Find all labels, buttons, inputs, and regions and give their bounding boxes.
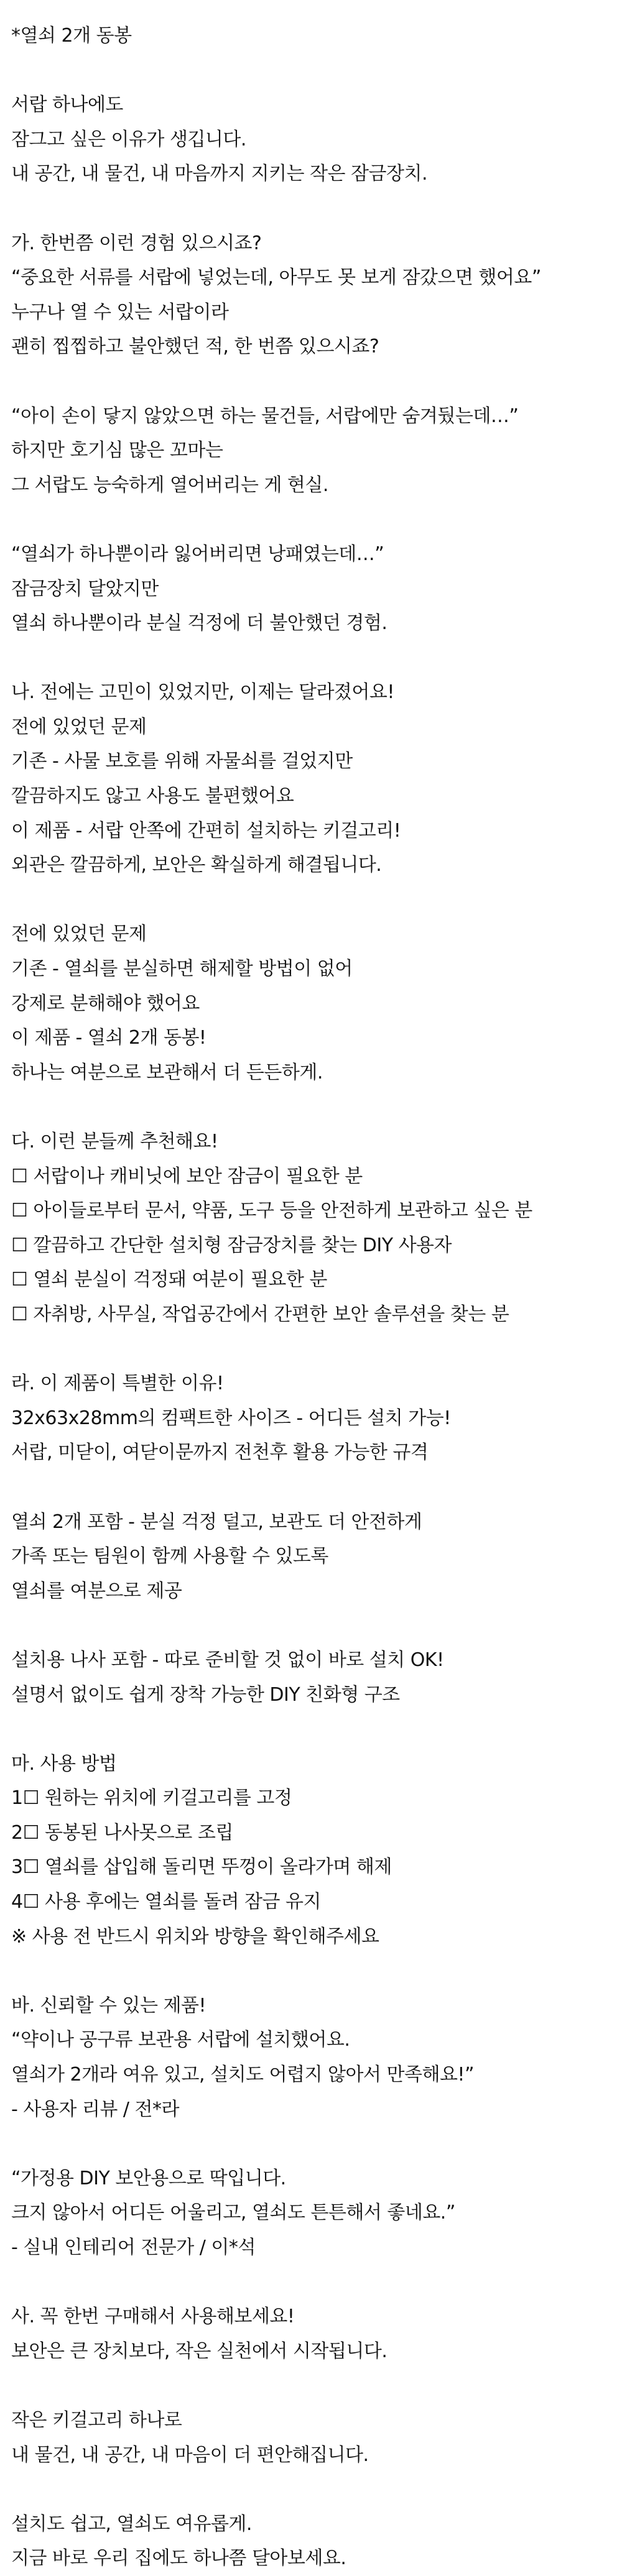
- text-line: ☐ 서랍이나 캐비닛에 보안 잠금이 필요한 분: [11, 1165, 363, 1187]
- text-line: “약이나 공구류 보관용 서랍에 설치했어요.: [11, 2029, 350, 2051]
- text-line: 1☐ 원하는 위치에 키걸고리를 고정: [11, 1787, 292, 1810]
- text-line: 그 서랍도 능숙하게 열어버리는 게 현실.: [11, 474, 328, 496]
- blank-line: [11, 1090, 608, 1125]
- blank-line: [11, 364, 608, 399]
- text-line: 나. 전에는 고민이 있었지만, 이제는 달라졌어요!: [11, 681, 394, 704]
- text-line: 하나는 여분으로 보관해서 더 든든하게.: [11, 1061, 323, 1083]
- text-line: 3☐ 열쇠를 삽입해 돌리면 뚜껑이 올라가며 해제: [11, 1856, 392, 1879]
- text-line: 서랍 하나에도: [11, 94, 123, 116]
- text-line: ☐ 열쇠 분실이 걱정돼 여분이 필요한 분: [11, 1269, 327, 1291]
- text-line: ☐ 깔끔하고 간단한 설치형 잠금장치를 찾는 DIY 사용자: [11, 1234, 452, 1256]
- text-line: 설명서 없이도 쉽게 장착 가능한 DIY 친화형 구조: [11, 1683, 400, 1706]
- text-line: 하지만 호기심 많은 꼬마는: [11, 439, 223, 462]
- blank-line: [11, 2127, 608, 2161]
- text-line: 작은 키걸고리 하나로: [11, 2409, 182, 2431]
- text-line: 2☐ 동봉된 나사못으로 조립: [11, 1821, 233, 1844]
- blank-line: [11, 2472, 608, 2507]
- product-description-text: [11, 19, 608, 2576]
- text-line: 열쇠 하나뿐이라 분실 걱정에 더 불안했던 경험.: [11, 612, 388, 635]
- text-line: 잠그고 싶은 이유가 생깁니다.: [11, 128, 246, 150]
- blank-line: [11, 1332, 608, 1367]
- text-line: 마. 사용 방법: [11, 1752, 117, 1775]
- text-line: 열쇠가 2개라 여유 있고, 설치도 어렵지 않아서 만족해요!”: [11, 2064, 475, 2086]
- text-line: 전에 있었던 문제: [11, 923, 147, 945]
- blank-line: [11, 53, 608, 88]
- text-line: ※ 사용 전 반드시 위치와 방향을 확인해주세요: [11, 1925, 379, 1948]
- blank-line: [11, 502, 608, 537]
- text-line: 전에 있었던 문제: [11, 715, 147, 738]
- text-line: 가. 한번쯤 이런 경험 있으시죠?: [11, 232, 262, 254]
- blank-line: [11, 191, 608, 226]
- text-line: 32x63x28mm의 컴팩트한 사이즈 - 어디든 설치 가능!: [11, 1407, 451, 1429]
- text-line: 잠금장치 달았지만: [11, 577, 159, 600]
- text-line: 열쇠 2개 포함 - 분실 걱정 덜고, 보관도 더 안전하게: [11, 1511, 422, 1533]
- text-line: 다. 이런 분들께 추천해요!: [11, 1131, 218, 1152]
- text-line: “가정용 DIY 보안용으로 딱입니다.: [11, 2167, 286, 2189]
- blank-line: [11, 641, 608, 676]
- text-line: 깔끔하지도 않고 사용도 불편했어요: [11, 785, 294, 807]
- text-line: 괜히 찝찝하고 불안했던 적, 한 번쯤 있으시죠?: [11, 336, 379, 358]
- text-line: 강제로 분해해야 했어요: [11, 992, 200, 1014]
- text-line: 누구나 열 수 있는 서랍이라: [11, 301, 229, 323]
- blank-line: [11, 1712, 608, 1747]
- text-line: - 사용자 리뷰 / 전*라: [11, 2098, 179, 2120]
- text-line: 이 제품 - 열쇠 2개 동봉!: [11, 1027, 207, 1049]
- text-line: 기존 - 열쇠를 분실하면 해제할 방법이 없어: [11, 958, 353, 980]
- text-line: 외관은 깔끔하게, 보안은 확실하게 해결됩니다.: [11, 854, 382, 876]
- text-line: 4☐ 사용 후에는 열쇠를 돌려 잠금 유지: [11, 1891, 321, 1913]
- text-line: *열쇠 2개 동봉: [11, 25, 132, 47]
- text-line: 바. 신뢰할 수 있는 제품!: [11, 1994, 207, 2017]
- text-line: - 실내 인테리어 전문가 / 이*석: [11, 2237, 256, 2258]
- text-line: 내 공간, 내 물건, 내 마음까지 지키는 작은 잠금장치.: [11, 163, 427, 185]
- blank-line: [11, 1608, 608, 1643]
- blank-line: [11, 2368, 608, 2403]
- text-line: 내 물건, 내 공간, 내 마음이 더 편안해집니다.: [11, 2444, 369, 2466]
- text-line: “아이 손이 닿지 않았으면 하는 물건들, 서랍에만 숨겨뒀는데…”: [11, 405, 519, 427]
- text-line: 크지 않아서 어디든 어울리고, 열쇠도 튼튼해서 좋네요.”: [11, 2202, 455, 2224]
- blank-line: [11, 1954, 608, 1989]
- text-line: “중요한 서류를 서랍에 넣었는데, 아무도 못 보게 잠갔으면 했어요”: [11, 267, 541, 289]
- text-line: 가족 또는 팀원이 함께 사용할 수 있도록: [11, 1545, 328, 1568]
- text-line: ☐ 아이들로부터 문서, 약품, 도구 등을 안전하게 보관하고 싶은 분: [11, 1200, 532, 1222]
- blank-line: [11, 883, 608, 918]
- text-line: 이 제품 - 서랍 안쪽에 간편히 설치하는 키걸고리!: [11, 819, 401, 842]
- text-line: “열쇠가 하나뿐이라 잃어버리면 낭패였는데…”: [11, 543, 384, 565]
- text-line: 열쇠를 여분으로 제공: [11, 1580, 182, 1602]
- text-line: 설치도 쉽고, 열쇠도 여유롭게.: [11, 2513, 252, 2535]
- text-line: 설치용 나사 포함 - 따로 준비할 것 없이 바로 설치 OK!: [11, 1649, 444, 1671]
- text-line: 라. 이 제품이 특별한 이유!: [11, 1373, 224, 1395]
- text-line: 지금 바로 우리 집에도 하나쯤 달아보세요.: [11, 2547, 346, 2570]
- text-line: 사. 꼭 한번 구매해서 사용해보세요!: [11, 2306, 295, 2328]
- text-line: 서랍, 미닫이, 여닫이문까지 전천후 활용 가능한 규격: [11, 1442, 429, 1464]
- text-line: ☐ 자취방, 사무실, 작업공간에서 간편한 보안 솔루션을 찾는 분: [11, 1303, 509, 1325]
- blank-line: [11, 1470, 608, 1505]
- blank-line: [11, 2265, 608, 2300]
- text-line: 보안은 큰 장치보다, 작은 실천에서 시작됩니다.: [11, 2340, 388, 2362]
- text-line: 기존 - 사물 보호를 위해 자물쇠를 걸었지만: [11, 750, 353, 773]
